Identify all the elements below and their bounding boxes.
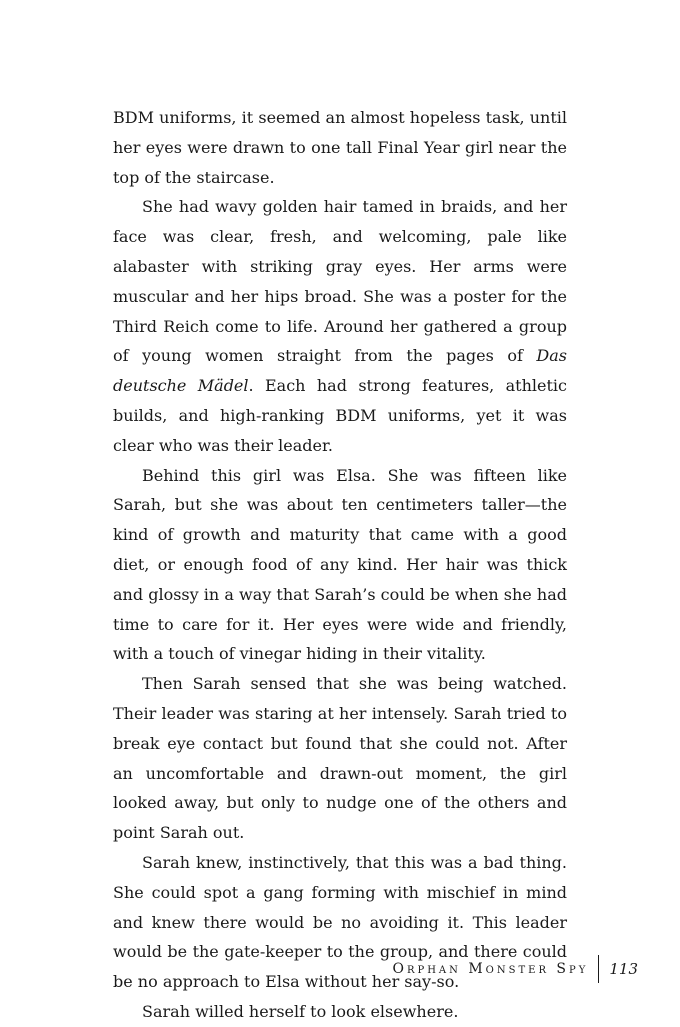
paragraph	[113, 997, 567, 1027]
text-run: She had wavy golden hair tamed in braids, and her face was clear, fresh, and welcoming, pale like alabaster with striking gray eyes. Her arms were muscular and her hips broad. She was a poster for the Third Reich come to life. Around her gathered a group of young women straight from the pages of	[113, 197, 567, 366]
text-run: Behind this girl was Elsa. She was fifteen like Sarah, but she was about ten centimeters taller—the kind of growth and maturity that came with a good diet, or enough food of any kind. Her hair was thick and glossy in a way that Sarah’s could be when she had time to care for it. Her eyes were wide and friendly, with a touch of vinegar hiding in their vitality.	[113, 465, 567, 664]
paragraph	[113, 669, 567, 848]
text-run: Then Sarah sensed that she was being watched. Their leader was staring at her intensely. Sarah tried to break eye contact but found that she could not. After an uncomfortable and drawn-out moment, the girl looked away, but only to nudge one of the others and point Sarah out.	[113, 674, 567, 843]
paragraph	[113, 461, 567, 670]
paragraph	[113, 103, 567, 192]
text-run: Sarah willed herself to look elsewhere.	[142, 1001, 459, 1021]
page-footer	[392, 955, 638, 983]
text-run: Sarah knew, instinctively, that this was a bad thing. She could spot a gang forming with mischief in mind and knew there would be no avoiding it. This leader would be the gate-keeper to the group, and there could be no approach to Elsa without her say-so.	[113, 852, 567, 992]
text-run: BDM uniforms, it seemed an almost hopeless task, until her eyes were drawn to one tall Final Year girl near the top of the staircase.	[113, 108, 567, 187]
text-run: . Each had strong features, athletic builds, and high-ranking BDM uniforms, yet it was clear who was their leader.	[113, 376, 568, 455]
paragraph	[113, 192, 567, 460]
body-text	[113, 103, 567, 1027]
page-number: 113	[609, 960, 638, 978]
running-title: Orphan Monster Spy	[392, 961, 589, 977]
italic-title: Das deutsche Mädel	[113, 346, 567, 396]
